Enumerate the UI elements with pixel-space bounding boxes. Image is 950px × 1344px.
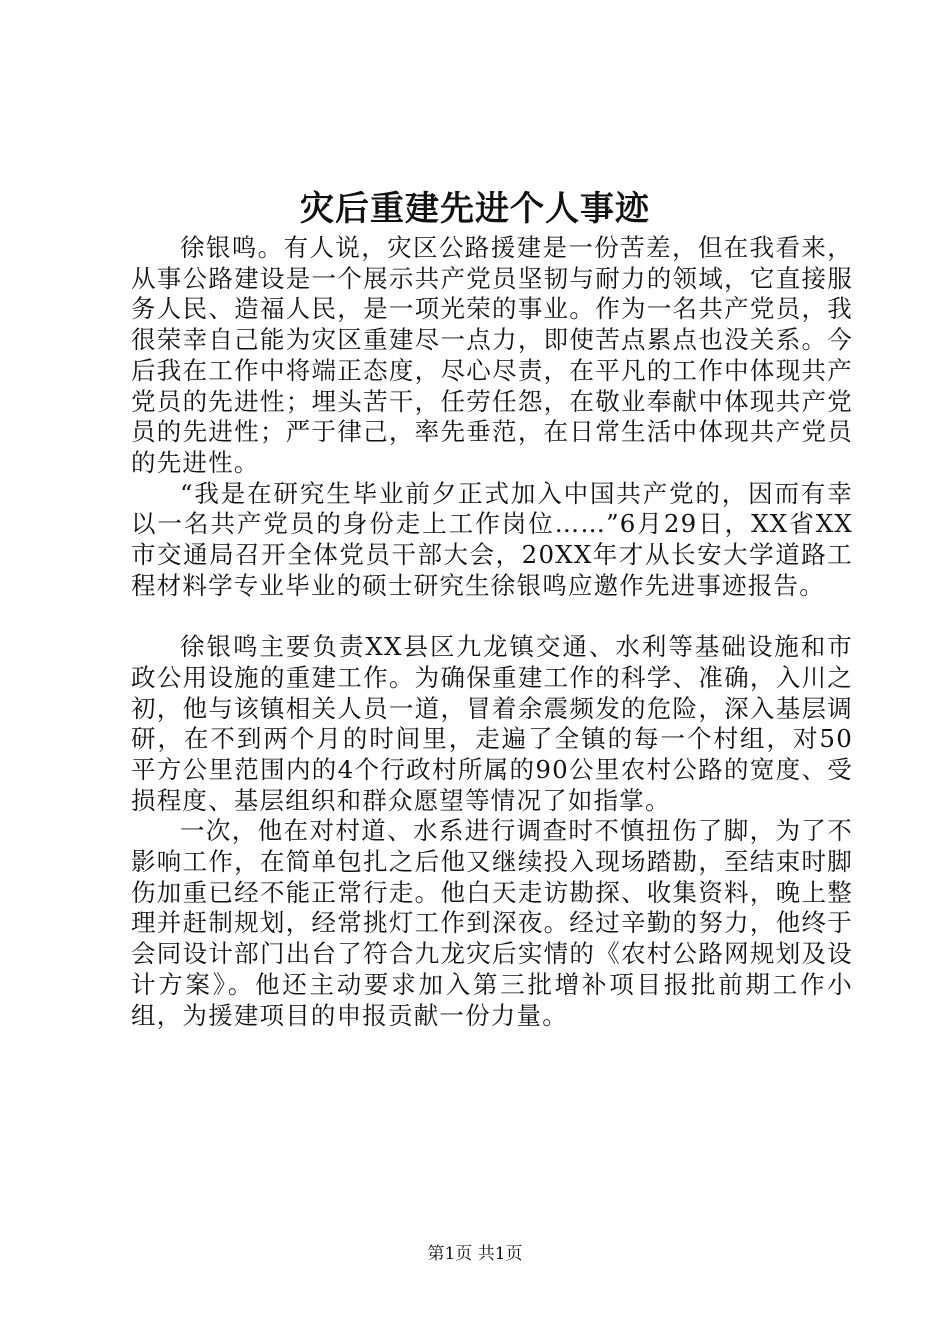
paragraph: 徐银鸣主要负责XX县区九龙镇交通、水利等基础设施和市政公用设施的重建工作。为确保重建工作的科学、准确，入川之初，他与该镇相关人员一道，冒着余震频发的危险，深入基层调研，在不到两个月的时间里，走遍了全镇的每一个村组，对50平方公里范围内的4个行政村所属的90公里农村公路的宽度、受损程度、基层组织和群众愿望等情况了如指掌。 [131, 632, 853, 815]
page-footer: 第1页 共1页 [427, 1244, 523, 1264]
paragraph: “我是在研究生毕业前夕正式加入中国共产党的，因而有幸以一名共产党员的身份走上工作岗位……”6月29日，XX省XX市交通局召开全体党员干部大会，20XX年才从长安大学道路工程材料学专业毕业的硕士研究生徐银鸣应邀作先进事迹报告。 [131, 478, 853, 600]
document-body [131, 233, 853, 1031]
paragraph: 一次，他在对村道、水系进行调查时不慎扭伤了脚，为了不影响工作，在简单包扎之后他又继续投入现场踏勘，至结束时脚伤加重已经不能正常行走。他白天走访勘探、收集资料，晚上整理并赶制规划，经常挑灯工作到深夜。经过辛勤的努力，他终于会同设计部门出台了符合九龙灾后实情的《农村公路网规划及设计方案》。他还主动要求加入第三批增补项目报批前期工作小组，为援建项目的申报贡献一份力量。 [131, 816, 853, 1030]
document-title: 灾后重建先进个人事迹 [300, 189, 650, 229]
paragraph-spacer [131, 601, 853, 632]
paragraph: 徐银鸣。有人说，灾区公路援建是一份苦差，但在我看来，从事公路建设是一个展示共产党员坚韧与耐力的领域，它直接服务人民、造福人民，是一项光荣的事业。作为一名共产党员，我很荣幸自己能为灾区重建尽一点力，即使苦点累点也没关系。今后我在工作中将端正态度，尽心尽责，在平凡的工作中体现共产党员的先进性；埋头苦干，任劳任怨，在敬业奉献中体现共产党员的先进性；严于律己，率先垂范，在日常生活中体现共产党员的先进性。 [131, 233, 853, 477]
